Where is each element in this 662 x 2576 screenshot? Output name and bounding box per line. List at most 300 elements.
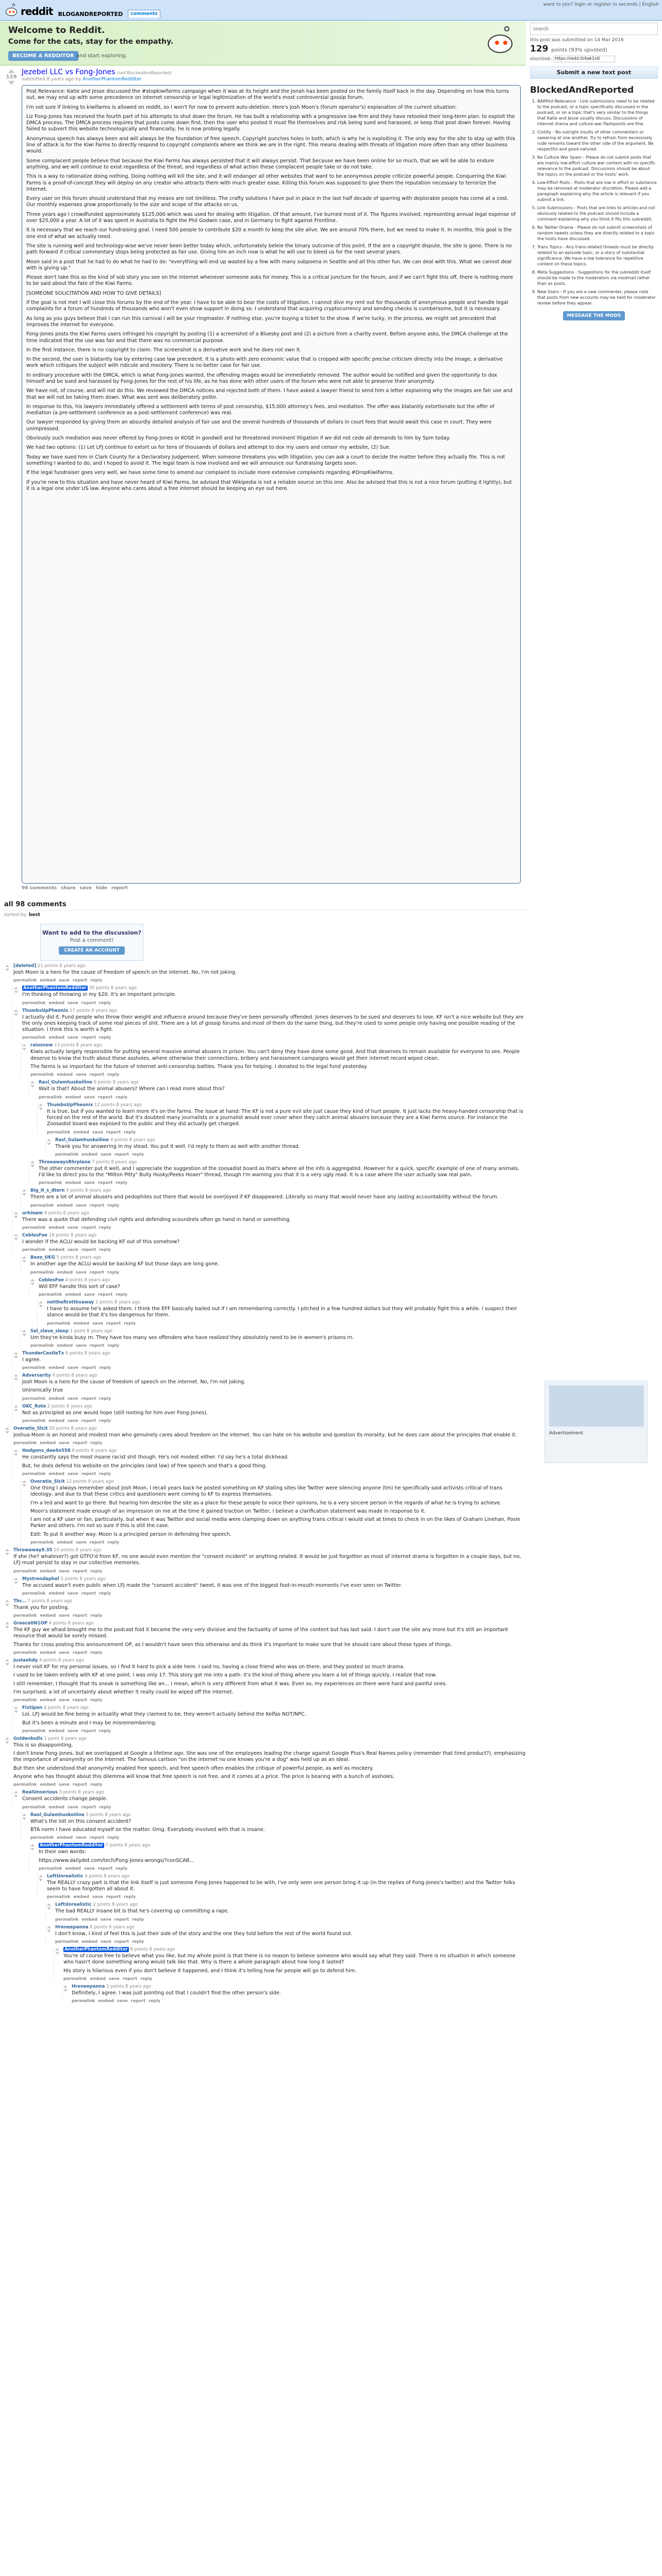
comment-action-link[interactable]: permalink (13, 1698, 37, 1703)
comment-author[interactable]: Big_it_s_dtern (30, 1188, 65, 1194)
comment-action-link[interactable]: save (67, 1225, 78, 1230)
upvote-icon[interactable] (5, 1549, 9, 1551)
comment-action-link[interactable]: reply (99, 1225, 111, 1230)
comment-author[interactable]: OKC_Roto (22, 1403, 46, 1409)
comment-action-link[interactable]: save (67, 1728, 78, 1733)
downvote-icon[interactable] (22, 1193, 26, 1196)
upvote-icon[interactable] (5, 1600, 9, 1602)
comment-action-link[interactable]: report (81, 1035, 96, 1040)
downvote-icon[interactable] (14, 1216, 18, 1218)
comment-action-link[interactable]: report (97, 1094, 113, 1099)
comment-action-link[interactable]: report (114, 1151, 129, 1157)
comment-action-link[interactable]: save (58, 978, 70, 983)
upvote-icon[interactable] (14, 1449, 18, 1452)
comment-action-link[interactable]: embed (81, 1151, 97, 1157)
comment-author[interactable]: ThunderCastleTx (22, 1350, 64, 1356)
comment-action-link[interactable]: reply (107, 1202, 120, 1208)
comment-action-link[interactable]: embed (73, 1320, 89, 1326)
downvote-icon[interactable] (39, 1879, 43, 1882)
upvote-icon[interactable] (22, 1044, 26, 1046)
comment-action-link[interactable]: report (72, 1613, 88, 1618)
comment-author[interactable]: AnotherPhantomRedditor (64, 1947, 128, 1952)
upvote-icon[interactable] (30, 1081, 35, 1083)
comment-action-link[interactable]: permalink (30, 1343, 54, 1348)
comment-action-link[interactable]: report (72, 1650, 88, 1655)
comment-action-link[interactable]: reply (99, 1035, 111, 1040)
comment-action-link[interactable]: reply (132, 1939, 144, 1944)
comment-action-link[interactable]: reply (124, 1320, 136, 1326)
comment-action-link[interactable]: reply (107, 1072, 120, 1077)
comment-action-link[interactable]: embed (57, 1202, 73, 1208)
comment-author[interactable]: [deleted] (13, 963, 37, 969)
comment-action-link[interactable]: embed (73, 1894, 89, 1900)
downvote-icon[interactable] (14, 1710, 18, 1713)
comment-action-link[interactable]: reply (99, 1000, 111, 1005)
comment-action-link[interactable]: reply (107, 1269, 120, 1275)
comment-author[interactable]: LeftUnrealistic (55, 1902, 92, 1908)
downvote-icon[interactable] (47, 1143, 51, 1145)
downvote-icon[interactable] (14, 1409, 18, 1412)
comment-action-link[interactable]: embed (65, 1866, 81, 1871)
comment-action-link[interactable]: permalink (22, 1247, 46, 1252)
comment-action-link[interactable]: report (106, 1894, 121, 1900)
upvote-icon[interactable] (47, 1139, 51, 1141)
upvote-icon[interactable] (30, 1279, 35, 1281)
comment-action-link[interactable]: embed (48, 1728, 64, 1733)
post-action-link[interactable]: save (79, 886, 92, 891)
comment-action-link[interactable]: reply (90, 1568, 103, 1573)
downvote-icon[interactable] (5, 1431, 9, 1434)
upvote-icon[interactable] (14, 1374, 18, 1377)
comment-action-link[interactable]: report (89, 1343, 105, 1348)
comment-author[interactable]: notthefirstthsaway (47, 1299, 94, 1305)
reddit-logo[interactable] (4, 3, 160, 18)
comment-action-link[interactable]: permalink (13, 1782, 37, 1787)
comment-action-link[interactable]: reply (90, 1698, 103, 1703)
message-mods-button[interactable]: MESSAGE THE MODS (563, 311, 625, 320)
comment-author[interactable]: LeftUnrealistic (47, 1873, 84, 1879)
comment-action-link[interactable]: embed (48, 1247, 64, 1252)
comment-action-link[interactable]: embed (40, 1782, 56, 1787)
comment-action-link[interactable]: report (81, 1365, 96, 1370)
login-link[interactable]: want to join? login or register in seconds | English (543, 2, 659, 7)
comment-action-link[interactable]: save (75, 1539, 87, 1545)
comment-author[interactable]: Greece0N1OP (13, 1621, 47, 1626)
comment-action-link[interactable]: embed (73, 1129, 89, 1134)
comment-action-link[interactable]: save (67, 1804, 78, 1809)
downvote-icon[interactable] (30, 1165, 35, 1167)
comment-action-link[interactable]: permalink (39, 1866, 62, 1871)
comment-action-link[interactable]: save (67, 1418, 78, 1423)
comment-action-link[interactable]: reply (115, 1180, 128, 1185)
upvote-icon[interactable] (39, 1104, 43, 1106)
upvote-icon[interactable] (5, 1737, 9, 1740)
upvote-icon[interactable] (5, 1427, 9, 1430)
downvote-icon[interactable] (14, 1453, 18, 1456)
comment-action-link[interactable]: report (72, 978, 88, 983)
comment-action-link[interactable]: embed (48, 1471, 64, 1476)
comment-action-link[interactable]: save (75, 1343, 87, 1348)
comment-action-link[interactable]: permalink (30, 1269, 54, 1275)
upvote-icon[interactable] (5, 1659, 9, 1662)
upvote-icon[interactable] (14, 1212, 18, 1214)
comment-action-link[interactable]: save (67, 1000, 78, 1005)
comment-action-link[interactable]: save (67, 1247, 78, 1252)
upvote-icon[interactable] (22, 1814, 26, 1816)
comment-action-link[interactable]: report (106, 1320, 121, 1326)
comment-author[interactable]: Hreneepanna (55, 1924, 89, 1930)
comment-action-link[interactable]: embed (65, 1180, 81, 1185)
comment-action-link[interactable]: report (89, 1835, 105, 1840)
comment-action-link[interactable]: report (72, 1568, 88, 1573)
upvote-icon[interactable] (8, 69, 14, 73)
downvote-icon[interactable] (14, 1356, 18, 1359)
downvote-icon[interactable] (5, 1663, 9, 1666)
post-author[interactable]: AnotherPhantomRedditor (82, 77, 142, 82)
comment-action-link[interactable]: permalink (30, 1835, 54, 1840)
downvote-icon[interactable] (14, 991, 18, 993)
comment-action-link[interactable]: report (106, 1129, 121, 1134)
comment-action-link[interactable]: save (67, 1396, 78, 1401)
comment-action-link[interactable]: reply (99, 1396, 111, 1401)
upvote-icon[interactable] (30, 1844, 35, 1846)
comment-action-link[interactable]: embed (48, 1590, 64, 1596)
tab-comments[interactable]: comments (128, 10, 160, 18)
upvote-icon[interactable] (14, 1791, 18, 1793)
comment-action-link[interactable]: report (81, 1804, 96, 1809)
upvote-icon[interactable] (63, 1985, 68, 1988)
create-account-button[interactable]: CREATE AN ACCOUNT (59, 946, 125, 955)
comment-action-link[interactable]: report (81, 1728, 96, 1733)
comment-action-link[interactable]: embed (40, 1698, 56, 1703)
comment-action-link[interactable]: embed (40, 1568, 56, 1573)
comment-action-link[interactable]: reply (99, 1728, 111, 1733)
comment-action-link[interactable]: report (97, 1866, 113, 1871)
comment-action-link[interactable]: save (67, 1590, 78, 1596)
comment-action-link[interactable]: save (92, 1320, 103, 1326)
comment-action-link[interactable]: save (84, 1094, 95, 1099)
upvote-icon[interactable] (22, 1330, 26, 1332)
comment-action-link[interactable]: embed (40, 1440, 56, 1446)
comment-action-link[interactable]: embed (48, 1365, 64, 1370)
comment-action-link[interactable]: reply (90, 1782, 103, 1787)
comment-action-link[interactable]: save (100, 1917, 111, 1922)
downvote-icon[interactable] (14, 1582, 18, 1584)
upvote-icon[interactable] (14, 1352, 18, 1354)
comment-author[interactable]: Rasl_Gulamhuskoiline (39, 1080, 93, 1086)
comment-action-link[interactable]: reply (90, 978, 103, 983)
upvote-icon[interactable] (14, 1578, 18, 1580)
upvote-icon[interactable] (22, 1256, 26, 1259)
downvote-icon[interactable] (22, 1334, 26, 1336)
comment-action-link[interactable]: permalink (47, 1129, 71, 1134)
downvote-icon[interactable] (5, 1626, 9, 1629)
comment-author[interactable]: ThumbsUpPheonix (22, 1008, 69, 1013)
comment-action-link[interactable]: report (97, 1292, 113, 1297)
comment-action-link[interactable]: embed (65, 1292, 81, 1297)
comment-author[interactable]: ThreeawaysRhrplane (39, 1159, 91, 1165)
comment-action-link[interactable]: embed (48, 1035, 64, 1040)
comment-author[interactable]: urbinam (22, 1210, 43, 1216)
subreddit-name[interactable]: BLOGANDREPORTED (58, 11, 123, 18)
comment-author[interactable]: Fixtipan (22, 1705, 43, 1711)
comment-action-link[interactable]: save (67, 1035, 78, 1040)
upvote-icon[interactable] (30, 1161, 35, 1163)
comment-action-link[interactable]: reply (90, 1650, 103, 1655)
comment-action-link[interactable]: reply (132, 1151, 144, 1157)
comment-action-link[interactable]: save (58, 1568, 70, 1573)
comment-action-link[interactable]: report (114, 1939, 129, 1944)
comment-author[interactable]: justaohdy (13, 1658, 38, 1664)
comment-author[interactable]: ThumbsUpPheonix (47, 1102, 93, 1108)
comment-action-link[interactable]: embed (48, 1225, 64, 1230)
post-title[interactable]: Jezebel LLC vs Fong-Jones (22, 68, 115, 76)
comment-action-link[interactable]: report (81, 1590, 96, 1596)
comment-author[interactable]: Rasl_Gulamhuskoiline (55, 1137, 109, 1143)
comment-action-link[interactable]: save (84, 1180, 95, 1185)
downvote-icon[interactable] (14, 1378, 18, 1381)
submit-text-post-button[interactable]: Submit a new text post (530, 66, 658, 79)
comment-author[interactable]: Hodgons_dae4n558 (22, 1448, 71, 1454)
comment-action-link[interactable]: reply (99, 1418, 111, 1423)
comment-action-link[interactable]: reply (107, 1835, 120, 1840)
comment-action-link[interactable]: report (72, 1698, 88, 1703)
comment-action-link[interactable]: reply (90, 1613, 103, 1618)
post-action-link[interactable]: 98 comments (22, 886, 57, 891)
comment-action-link[interactable]: permalink (22, 1035, 46, 1040)
upvote-icon[interactable] (5, 1622, 9, 1624)
comment-action-link[interactable]: embed (57, 1539, 73, 1545)
comment-action-link[interactable]: save (75, 1269, 87, 1275)
comment-action-link[interactable]: permalink (22, 1365, 46, 1370)
upvote-icon[interactable] (22, 1189, 26, 1192)
comment-action-link[interactable]: reply (124, 1129, 136, 1134)
subreddit-title[interactable]: BlockedAndReported (530, 85, 634, 95)
comment-action-link[interactable]: permalink (13, 1613, 37, 1618)
comment-action-link[interactable]: reply (107, 1343, 120, 1348)
comment-action-link[interactable]: embed (57, 1269, 73, 1275)
comment-action-link[interactable]: save (58, 1650, 70, 1655)
comment-action-link[interactable]: reply (99, 1247, 111, 1252)
comment-action-link[interactable]: permalink (55, 1151, 79, 1157)
comment-action-link[interactable]: save (75, 1202, 87, 1208)
comment-action-link[interactable]: report (81, 1471, 96, 1476)
comment-action-link[interactable]: embed (98, 1998, 114, 2004)
comment-author[interactable]: AnotherPhantomRedditor (40, 1843, 103, 1849)
downvote-icon[interactable] (47, 1907, 51, 1910)
comment-action-link[interactable]: permalink (22, 1000, 46, 1005)
comment-action-link[interactable]: embed (48, 1804, 64, 1809)
upvote-icon[interactable] (47, 1926, 51, 1928)
comment-action-link[interactable]: permalink (39, 1292, 62, 1297)
comment-action-link[interactable]: permalink (22, 1471, 46, 1476)
comment-action-link[interactable]: reply (99, 1590, 111, 1596)
downvote-icon[interactable] (8, 81, 14, 85)
comment-action-link[interactable]: report (81, 1225, 96, 1230)
comment-action-link[interactable]: embed (40, 978, 56, 983)
upvote-icon[interactable] (14, 1706, 18, 1709)
comment-action-link[interactable]: permalink (47, 1320, 71, 1326)
become-redditor-button[interactable]: BECOME A REDDITOR (8, 51, 78, 61)
comment-action-link[interactable]: reply (99, 1804, 111, 1809)
comment-action-link[interactable]: save (117, 1998, 128, 2004)
downvote-icon[interactable] (55, 1952, 59, 1955)
comment-action-link[interactable]: reply (115, 1866, 128, 1871)
comment-action-link[interactable]: permalink (22, 1396, 46, 1401)
comment-action-link[interactable]: report (97, 1180, 113, 1185)
comment-author[interactable]: Overatio_Slcit (13, 1426, 48, 1432)
comment-action-link[interactable]: permalink (55, 1939, 79, 1944)
comment-action-link[interactable]: save (75, 1835, 87, 1840)
comment-action-link[interactable]: save (84, 1292, 95, 1297)
comment-action-link[interactable]: embed (57, 1343, 73, 1348)
comment-action-link[interactable]: save (67, 1365, 78, 1370)
comment-author[interactable]: RealUnserious (22, 1790, 58, 1795)
comment-action-link[interactable]: embed (48, 1418, 64, 1423)
comment-action-link[interactable]: reply (148, 1998, 161, 2004)
comment-action-link[interactable]: reply (99, 1365, 111, 1370)
comment-action-link[interactable]: embed (65, 1094, 81, 1099)
comment-action-link[interactable]: reply (99, 1471, 111, 1476)
comment-action-link[interactable]: permalink (22, 1804, 46, 1809)
upvote-icon[interactable] (14, 987, 18, 989)
comment-action-link[interactable]: permalink (22, 1590, 46, 1596)
comment-action-link[interactable]: report (122, 1976, 138, 1981)
comment-action-link[interactable]: save (75, 1072, 87, 1077)
downvote-icon[interactable] (22, 1818, 26, 1820)
comment-author[interactable]: Throwaway9.35 (13, 1547, 53, 1553)
comment-action-link[interactable]: save (58, 1440, 70, 1446)
upvote-icon[interactable] (14, 1009, 18, 1012)
post-domain[interactable]: (self.BlockedAndReported) (117, 71, 172, 75)
downvote-icon[interactable] (5, 1553, 9, 1555)
comment-action-link[interactable]: permalink (39, 1180, 62, 1185)
upvote-icon[interactable] (14, 1405, 18, 1408)
comment-action-link[interactable]: save (100, 1151, 111, 1157)
comment-action-link[interactable]: reply (124, 1894, 136, 1900)
comment-author[interactable]: Thr... (13, 1598, 26, 1604)
comment-action-link[interactable]: save (58, 1698, 70, 1703)
downvote-icon[interactable] (39, 1305, 43, 1308)
comment-action-link[interactable]: embed (57, 1072, 73, 1077)
comment-author[interactable]: Goldenbulls (13, 1736, 43, 1741)
upvote-icon[interactable] (22, 1480, 26, 1483)
comment-action-link[interactable]: embed (48, 1396, 64, 1401)
comment-action-link[interactable]: report (72, 1440, 88, 1446)
comment-action-link[interactable]: permalink (39, 1094, 62, 1099)
comment-action-link[interactable]: save (84, 1866, 95, 1871)
comment-action-link[interactable]: reply (90, 1440, 103, 1446)
comment-action-link[interactable]: embed (81, 1939, 97, 1944)
comment-action-link[interactable]: reply (132, 1917, 144, 1922)
comment-action-link[interactable]: embed (57, 1835, 73, 1840)
downvote-icon[interactable] (14, 1238, 18, 1241)
downvote-icon[interactable] (5, 969, 9, 971)
upvote-icon[interactable] (55, 1948, 59, 1951)
comment-action-link[interactable]: report (81, 1000, 96, 1005)
comment-author[interactable]: CeblesFoe (22, 1233, 47, 1239)
comment-action-link[interactable]: embed (40, 1650, 56, 1655)
comment-action-link[interactable]: permalink (30, 1539, 54, 1545)
downvote-icon[interactable] (22, 1484, 26, 1487)
comment-action-link[interactable]: save (108, 1976, 120, 1981)
downvote-icon[interactable] (5, 1741, 9, 1744)
comment-action-link[interactable]: permalink (55, 1917, 79, 1922)
comment-action-link[interactable]: permalink (22, 1225, 46, 1230)
downvote-icon[interactable] (63, 1989, 68, 1992)
comment-action-link[interactable]: report (89, 1269, 105, 1275)
comment-author[interactable]: Overatio_Slcit (30, 1479, 65, 1484)
comment-action-link[interactable]: reply (140, 1976, 153, 1981)
comment-action-link[interactable]: reply (107, 1539, 120, 1545)
comment-author[interactable]: CeblesFoe (39, 1277, 64, 1283)
comment-action-link[interactable]: report (72, 1782, 88, 1787)
upvote-icon[interactable] (39, 1875, 43, 1877)
comment-action-link[interactable]: permalink (13, 1568, 37, 1573)
downvote-icon[interactable] (30, 1085, 35, 1088)
comment-action-link[interactable]: permalink (13, 1440, 37, 1446)
comment-action-link[interactable]: embed (90, 1976, 106, 1981)
search-input[interactable] (530, 23, 658, 35)
comment-author[interactable]: Adversarity (22, 1373, 51, 1379)
comment-action-link[interactable]: permalink (63, 1976, 87, 1981)
upvote-icon[interactable] (5, 964, 9, 967)
upvote-icon[interactable] (39, 1301, 43, 1303)
comment-action-link[interactable]: report (130, 1998, 146, 2004)
downvote-icon[interactable] (30, 1848, 35, 1851)
comment-action-link[interactable]: permalink (22, 1728, 46, 1733)
comment-action-link[interactable]: report (89, 1202, 105, 1208)
shortlink-field[interactable]: https://redd.it/4ak1n0 (553, 56, 615, 62)
comment-author[interactable]: AnotherPhantomRedditor (23, 986, 87, 991)
comment-action-link[interactable]: reply (115, 1094, 128, 1099)
comment-action-link[interactable]: report (89, 1539, 105, 1545)
downvote-icon[interactable] (14, 1013, 18, 1016)
comment-author[interactable]: raiosnow (30, 1043, 53, 1048)
comment-action-link[interactable]: report (114, 1917, 129, 1922)
comment-action-link[interactable]: embed (48, 1000, 64, 1005)
comment-action-link[interactable]: save (92, 1129, 103, 1134)
comment-action-link[interactable]: permalink (72, 1998, 95, 2004)
comment-action-link[interactable]: permalink (22, 1418, 46, 1423)
comment-action-link[interactable]: permalink (30, 1072, 54, 1077)
comment-author[interactable]: Mystrendaphel (22, 1576, 59, 1582)
sort-dropdown[interactable]: best (28, 912, 41, 918)
comment-action-link[interactable]: save (100, 1939, 111, 1944)
downvote-icon[interactable] (5, 1604, 9, 1606)
comment-action-link[interactable]: permalink (13, 978, 37, 983)
comment-action-link[interactable]: permalink (47, 1894, 71, 1900)
downvote-icon[interactable] (39, 1108, 43, 1110)
comment-author[interactable]: Bezo_UKG (30, 1255, 55, 1261)
downvote-icon[interactable] (30, 1283, 35, 1285)
comment-action-link[interactable]: embed (40, 1613, 56, 1618)
upvote-icon[interactable] (14, 1234, 18, 1236)
comment-action-link[interactable]: report (81, 1247, 96, 1252)
post-action-link[interactable]: report (111, 886, 128, 891)
comment-action-link[interactable]: report (81, 1418, 96, 1423)
upvote-icon[interactable] (47, 1903, 51, 1906)
downvote-icon[interactable] (22, 1260, 26, 1263)
comment-author[interactable]: Hreneepanna (72, 1984, 105, 1989)
downvote-icon[interactable] (22, 1048, 26, 1050)
downvote-icon[interactable] (47, 1930, 51, 1933)
comment-action-link[interactable]: reply (115, 1292, 128, 1297)
post-action-link[interactable]: share (61, 886, 76, 891)
post-action-link[interactable]: hide (95, 886, 107, 891)
comment-action-link[interactable]: save (67, 1471, 78, 1476)
comment-action-link[interactable]: report (89, 1072, 105, 1077)
